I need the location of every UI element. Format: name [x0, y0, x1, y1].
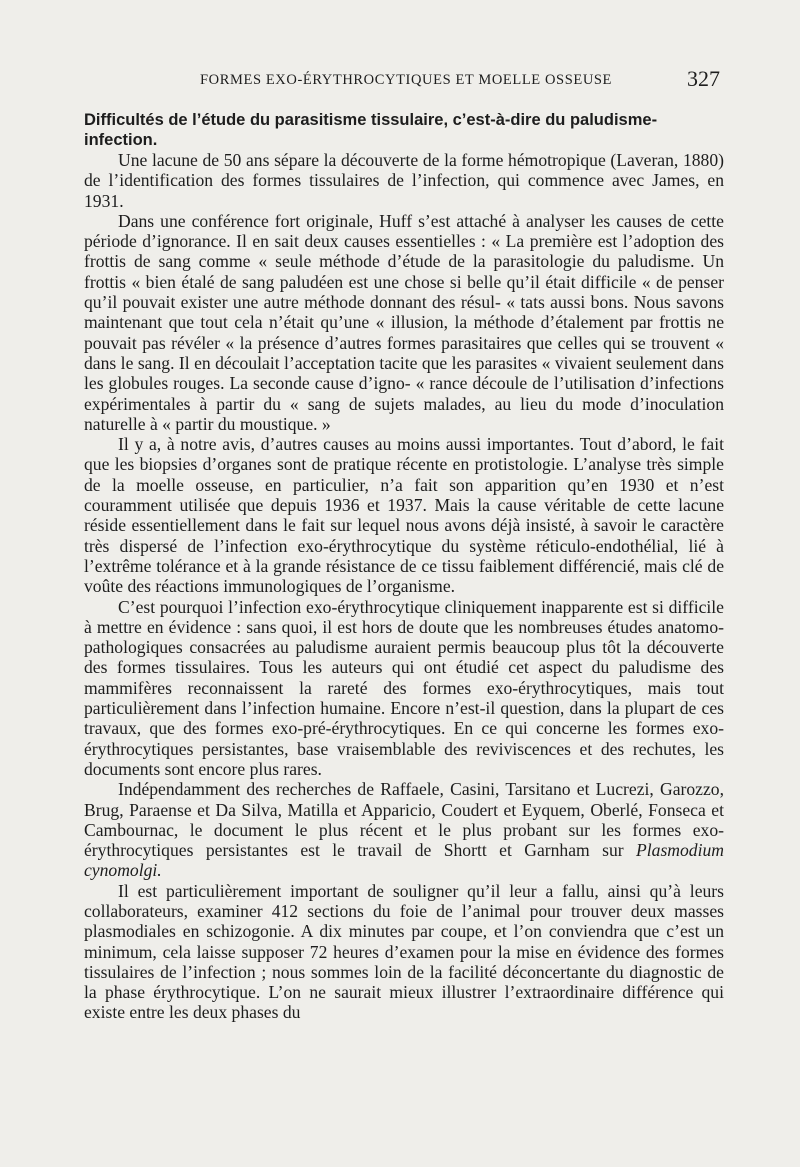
section-heading: Difficultés de l’étude du parasitisme tissulaire, c’est-à-dire du paludisme-infection. — [84, 111, 658, 149]
paragraph-text: Indépendamment des recherches de Raffaele, Casini, Tarsitano et Lucrezi, Garozzo, Brug, Paraense et Da Silva, Matilla et Apparicio, Coudert et Eyquem, Oberlé, Fonseca et Cambournac, le document le plus récent et le plus probant sur les formes exo-érythrocytiques persistantes est le travail de Shortt et Garnham sur — [84, 779, 724, 861]
page-number: 327 — [687, 66, 720, 91]
running-title: FORMES EXO-ÉRYTHROCYTIQUES ET MOELLE OSSEUSE — [200, 72, 613, 88]
paragraph: C’est pourquoi l’infection exo-érythrocytique cliniquement inapparente est si difficile à mettre en évidence : sans quoi, il est hors de doute que les nombreuses études anatomo-pathologiques consacrées au paludisme auraient permis beaucoup plus tôt la découverte des formes tissulaires. Tous les auteurs qui ont étudié cet aspect du paludisme des mammifères reconnaissent la rareté des formes exo-érythrocytiques, mais tout particulièrement dans l’infection humaine. Encore n’est-il question, dans la plupart de ces travaux, que des formes exo-pré-érythrocytiques. En ce qui concerne les formes exo-érythrocytiques persistantes, base vraisemblable des reviviscences et des rechutes, les documents sont encore plus rares. — [84, 596, 724, 779]
paragraph: Dans une conférence fort originale, Huff s’est attaché à analyser les causes de cette période d’ignorance. Il en sait deux causes essentielles : « La première est l’adoption des frottis de sang comme « seule méthode d’étude de la parasitologie du paludisme. Un frottis « bien étalé de sang paludéen est une chose si belle qu’il était difficile « de penser qu’il pouvait exister une autre méthode donnant des résul- « tats aussi bons. Nous savons maintenant que tout cela n’était qu’une « illusion, la méthode d’étalement par frottis ne pouvait pas révéler « la présence d’autres formes parasitaires que celles qui se trouvent « dans le sang. Il en découlait l’acceptation tacite que les parasites « vivaient seulement dans les globules rouges. La seconde cause d’igno- « rance découle de l’utilisation d’infections expérimentales à partir du « sang de sujets malades, au lieu du mode d’inoculation naturelle à « partir du moustique. » — [84, 210, 724, 434]
body-text — [84, 150, 724, 1023]
species-name: Plasmodium cynomolgi. — [84, 840, 724, 881]
paragraph: Il y a, à notre avis, d’autres causes au moins aussi importantes. Tout d’abord, le fait que les biopsies d’organes sont de pratique récente en protistologie. L’analyse très simple de la moelle osseuse, en particulier, n’a fait son apparition qu’en 1930 et n’est couramment utilisée que depuis 1936 et 1937. Mais la cause véritable de cette lacune réside essentiellement dans le fait sur lequel nous avons déjà insisté, à savoir le caractère très dispersé de l’infection exo-érythrocytique du système réticulo-endothélial, lié à l’extrême tolérance et à la grande résistance de ce tissu faiblement différencié, mais clé de voûte des réactions immunologiques de l’organisme. — [84, 434, 724, 597]
paragraph: Il est particulièrement important de souligner qu’il leur a fallu, ainsi qu’à leurs collaborateurs, examiner 412 sections du foie de l’animal pour trouver deux masses plasmodiales en schizogonie. A dix minutes par coupe, et l’on conviendra que c’est un minimum, cela laisse supposer 72 heures d’examen pour la mise en évidence des formes tissulaires de l’infection ; nous sommes loin de la facilité déconcertante du diagnostic de la phase érythrocytique. L’on ne saurait mieux illustrer l’extraordinaire différence qui existe entre les deux phases du — [84, 880, 724, 1023]
paragraph: Une lacune de 50 ans sépare la découverte de la forme hémotropique (Laveran, 1880) de l’identification des formes tissulaires de l’infection, qui commence avec James, en 1931. — [84, 150, 724, 211]
paragraph — [84, 779, 724, 880]
